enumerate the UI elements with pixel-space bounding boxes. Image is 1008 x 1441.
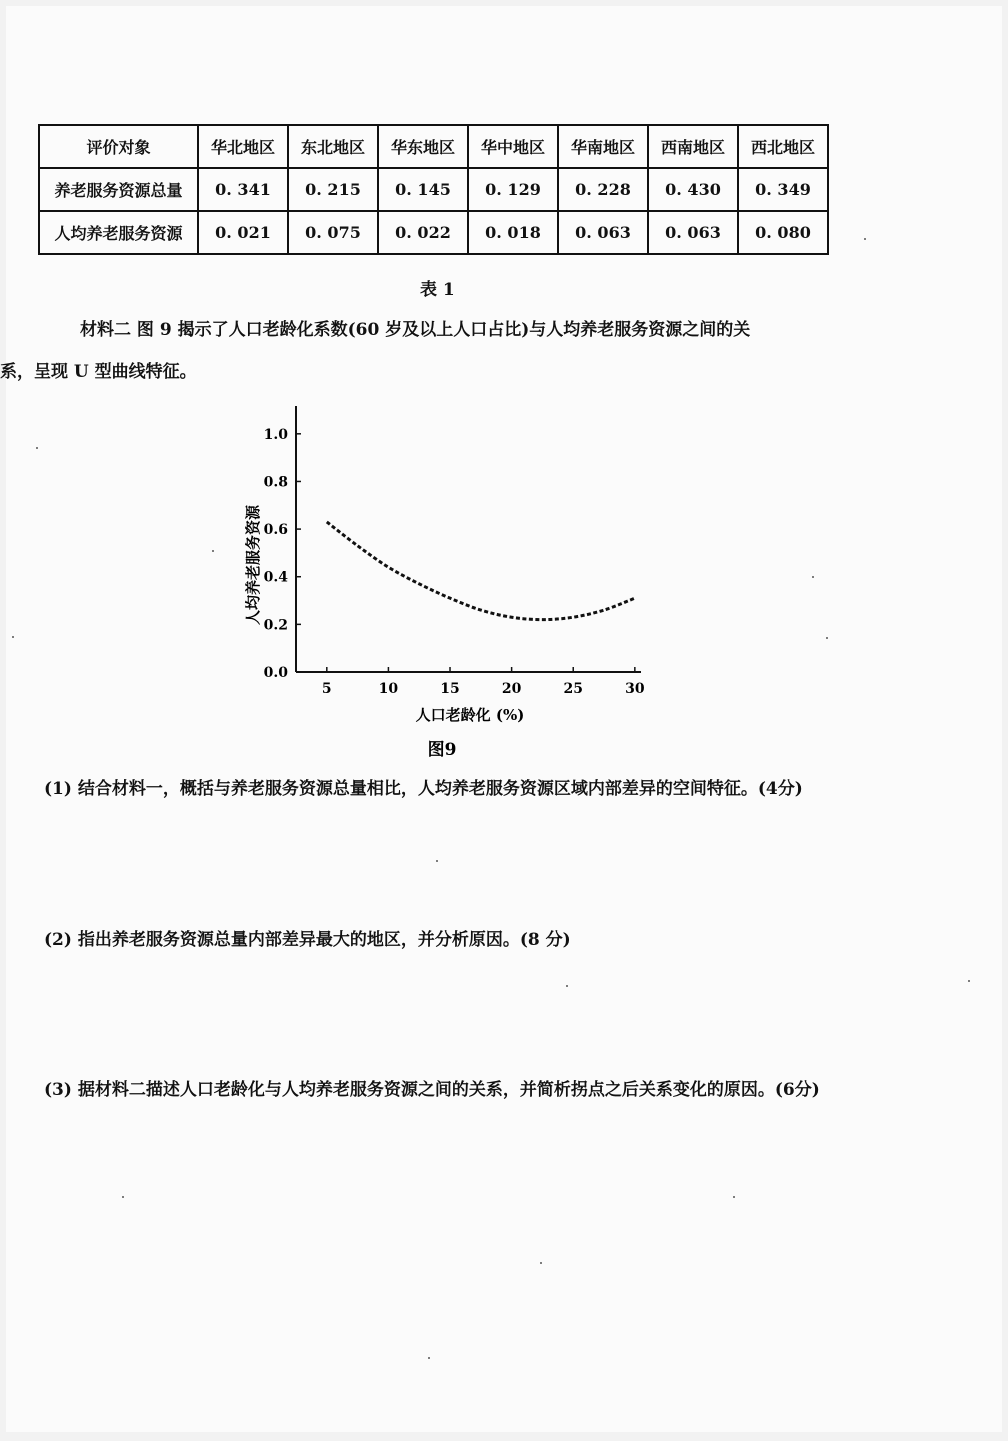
table-header-cell: 评价对象	[39, 125, 198, 168]
series-line	[327, 522, 635, 620]
table-caption: 表 1	[420, 280, 455, 300]
table-header-cell: 华北地区	[198, 125, 288, 168]
x-tick-label: 20	[501, 681, 522, 697]
question-3: (3) 据材料二描述人口老龄化与人均养老服务资源之间的关系，并简析拐点之后关系变化的原因。(6分)	[44, 1080, 820, 1100]
table-header-cell: 西南地区	[648, 125, 738, 168]
scan-speck	[733, 1196, 735, 1198]
scan-speck	[540, 1262, 542, 1264]
table-cell: 0. 075	[288, 211, 378, 254]
material-2-line-1: 材料二 图 9 揭示了人口老龄化系数(60 岁及以上人口占比)与人均养老服务资源之间的关	[80, 320, 751, 340]
y-tick-label: 1.0	[263, 426, 288, 443]
table-row-label: 人均养老服务资源	[39, 211, 198, 254]
scan-speck	[436, 860, 438, 862]
table-header-cell: 华东地区	[378, 125, 468, 168]
scan-speck	[428, 1357, 430, 1359]
table-cell: 0. 018	[468, 211, 558, 254]
table-row-label: 养老服务资源总量	[39, 168, 198, 211]
material-2-paragraph	[0, 309, 860, 393]
table-cell: 0. 215	[288, 168, 378, 211]
table-cell: 0. 145	[378, 168, 468, 211]
figure-9-chart	[230, 400, 670, 760]
table-header-cell: 东北地区	[288, 125, 378, 168]
scan-speck	[36, 447, 38, 449]
table-cell: 0. 080	[738, 211, 828, 254]
y-tick-label: 0.6	[263, 522, 288, 539]
figure-caption: 图9	[427, 740, 457, 760]
table-cell: 0. 341	[198, 168, 288, 211]
x-tick-label: 15	[440, 681, 460, 697]
table-cell: 0. 129	[468, 168, 558, 211]
table-header-cell: 华中地区	[468, 125, 558, 168]
table-cell: 0. 063	[558, 211, 648, 254]
question-1: (1) 结合材料一，概括与养老服务资源总量相比，人均养老服务资源区域内部差异的空间特征。(4分)	[44, 779, 803, 799]
scan-speck	[864, 238, 866, 240]
y-tick-label: 0.0	[263, 665, 288, 681]
y-tick-label: 0.4	[263, 569, 288, 586]
scan-speck	[826, 637, 828, 639]
table-cell: 0. 021	[198, 211, 288, 254]
x-tick-label: 25	[563, 681, 583, 697]
table-cell: 0. 022	[378, 211, 468, 254]
x-tick-label: 30	[625, 681, 645, 697]
y-axis-label: 人均养老服务资源	[244, 504, 262, 626]
scan-speck	[12, 636, 14, 638]
scan-speck	[812, 576, 814, 578]
table-row	[39, 168, 828, 211]
scan-speck	[212, 550, 214, 552]
y-tick-label: 0.2	[263, 617, 288, 634]
table-header-cell: 西北地区	[738, 125, 828, 168]
table-header-row	[39, 125, 828, 168]
y-tick-label: 0.8	[263, 474, 288, 491]
scan-speck	[968, 980, 970, 982]
table-header-cell: 华南地区	[558, 125, 648, 168]
table-cell: 0. 063	[648, 211, 738, 254]
x-tick-label: 5	[321, 681, 332, 697]
table-cell: 0. 228	[558, 168, 648, 211]
material-2-line-2: 系，呈现 U 型曲线特征。	[0, 362, 197, 382]
table-cell: 0. 349	[738, 168, 828, 211]
x-tick-label: 10	[378, 681, 399, 697]
scan-speck	[566, 985, 568, 987]
table-cell: 0. 430	[648, 168, 738, 211]
table-row	[39, 211, 828, 254]
x-axis-label: 人口老龄化 (%)	[415, 706, 525, 724]
data-table	[38, 124, 829, 255]
scan-speck	[122, 1196, 124, 1198]
question-2: (2) 指出养老服务资源总量内部差异最大的地区，并分析原因。(8 分)	[44, 930, 571, 950]
